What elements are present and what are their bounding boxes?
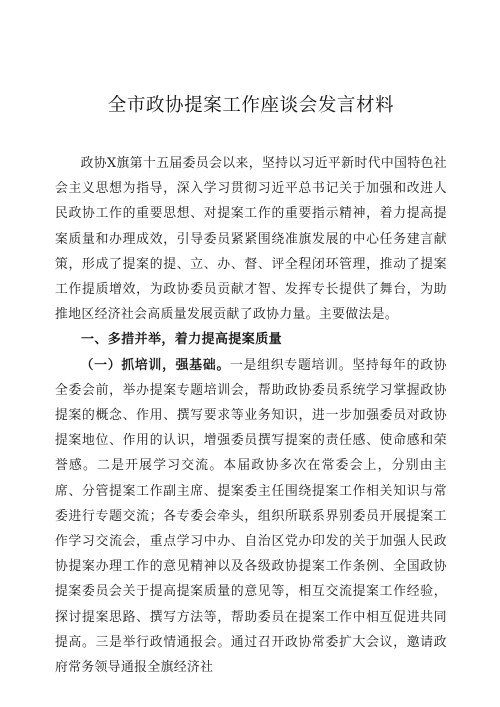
section-heading-1: 一、多措并举，着力提高提案质量: [81, 332, 283, 348]
subsection-paragraph-1: [55, 353, 447, 681]
subsection-lead-1: （一）抓培训，强基础。: [80, 357, 231, 373]
intro-paragraph: 政协X旗第十五届委员会以来，坚持以习近平新时代中国特色社会主义思想为指导，深入学习贯彻习近平总书记关于加强和改进人民政协工作的重要思想、对提案工作的重要指示精神，着力提高提案质量和办理成效，引导委员紧紧围绕准旗发展的中心任务建言献策，形成了提案的提、立、办、督、评全程闭环管理，推动了提案工作提质增效，为政协委员贡献才智、发挥专长提供了舞台，为助推地区经济社会高质量发展贡献了政协力量。主要做法是。: [55, 156, 447, 323]
subsection-body-1: 一是组织专题培训。坚持每年的政协全委会前，举办提案专题培训会，帮助政协委员系统学习掌握政协提案的概念、作用、撰写要求等业务知识，进一步加强委员对政协提案地位、作用的认识，增强委员撰写提案的责任感、使命感和荣誉感。二是开展学习交流。本届政协多次在常委会上，分别由主席、分管提案工作副主席、提案委主任围绕提案工作相关知识与常委进行专题交流；各专委会牵头，组织所联系界别委员开展提案工作学习交流会，重点学习中办、自治区党办印发的关于加强人民政协提案办理工作的意见精神以及各级政协提案工作条例、全国政协提案委员会关于提高提案质量的意见等，相互交流提案工作经验，探讨提案思路、撰写方法等，帮助委员在提案工作中相互促进共同提高。三是举行政情通报会。通过召开政协常委扩大会议，邀请政府常务领导通报全旗经济社: [55, 357, 447, 676]
document-title: 全市政协提案工作座谈会发言材料: [107, 95, 395, 116]
